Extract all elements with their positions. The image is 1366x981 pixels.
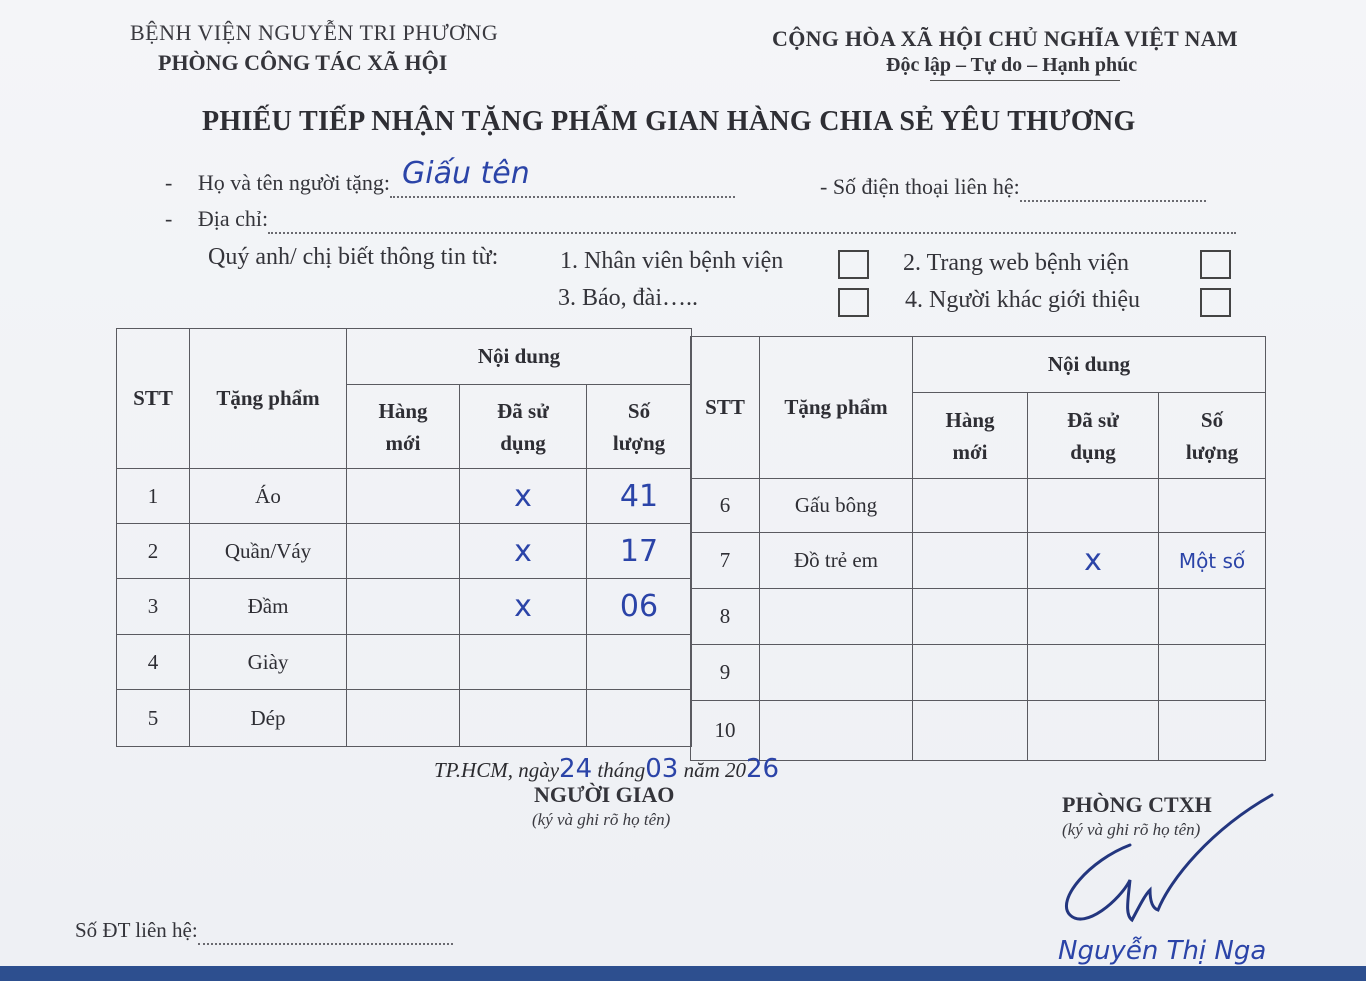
receiver-name: Nguyễn Thị Nga bbox=[1058, 936, 1267, 966]
row-new[interactable] bbox=[913, 701, 1028, 761]
date-month: 03 bbox=[645, 754, 679, 784]
row-used[interactable] bbox=[460, 690, 587, 747]
row-used[interactable] bbox=[1028, 589, 1159, 645]
row-item bbox=[760, 701, 913, 761]
row-stt: 3 bbox=[117, 579, 190, 635]
row-new[interactable] bbox=[347, 469, 460, 524]
row-used[interactable]: x bbox=[460, 469, 587, 524]
col-header-item: Tặng phẩm bbox=[760, 337, 913, 479]
row-qty[interactable] bbox=[1159, 645, 1266, 701]
donor-handwritten-value: Giấu tên bbox=[402, 156, 530, 191]
row-item: Đồ trẻ em bbox=[760, 533, 913, 589]
department-name: PHÒNG CÔNG TÁC XÃ HỘI bbox=[158, 50, 448, 75]
date-line bbox=[434, 754, 779, 784]
col-header-new-text: Hàng mới bbox=[378, 398, 428, 455]
option-press-label: 3. Báo, đài….. bbox=[558, 285, 698, 311]
table-row bbox=[691, 533, 1266, 589]
donor-field[interactable] bbox=[390, 156, 735, 198]
date-month-label: tháng bbox=[597, 758, 646, 782]
footer-phone-row bbox=[75, 918, 453, 945]
row-item: Áo bbox=[190, 469, 347, 524]
col-header-content: Nội dung bbox=[347, 329, 692, 385]
row-stt: 8 bbox=[691, 589, 760, 645]
col-header-qty bbox=[587, 385, 692, 469]
col-header-new bbox=[347, 385, 460, 469]
option-press-checkbox[interactable] bbox=[838, 288, 869, 317]
receiver-note: (ký và ghi rõ họ tên) bbox=[1062, 820, 1201, 839]
row-used[interactable]: x bbox=[460, 524, 587, 579]
address-field[interactable] bbox=[268, 206, 1236, 234]
giver-title: NGƯỜI GIAO bbox=[534, 782, 675, 807]
table-row bbox=[691, 589, 1266, 645]
row-stt: 9 bbox=[691, 645, 760, 701]
row-stt: 6 bbox=[691, 479, 760, 533]
phone-field[interactable] bbox=[1020, 174, 1206, 202]
row-stt: 1 bbox=[117, 469, 190, 524]
address-label: Địa chỉ: bbox=[197, 206, 269, 231]
row-qty[interactable] bbox=[587, 690, 692, 747]
table-row bbox=[117, 635, 692, 690]
row-new[interactable] bbox=[347, 524, 460, 579]
table-row bbox=[691, 479, 1266, 533]
option-referral-checkbox[interactable] bbox=[1200, 288, 1231, 317]
row-qty[interactable]: Một số bbox=[1159, 533, 1266, 589]
option-referral-label: 4. Người khác giới thiệu bbox=[905, 287, 1141, 313]
row-stt: 7 bbox=[691, 533, 760, 589]
date-year: 26 bbox=[746, 754, 780, 784]
table-row bbox=[117, 690, 692, 747]
bottom-edge bbox=[0, 966, 1366, 981]
col-header-content: Nội dung bbox=[913, 337, 1266, 393]
row-qty[interactable] bbox=[1159, 589, 1266, 645]
donation-table-left bbox=[116, 328, 692, 747]
col-header-new bbox=[913, 393, 1028, 479]
col-header-stt: STT bbox=[117, 329, 190, 469]
row-item bbox=[760, 589, 913, 645]
form-title: PHIẾU TIẾP NHẬN TẶNG PHẨM GIAN HÀNG CHIA SẺ YÊU THƯƠNG bbox=[202, 106, 1136, 137]
table-row bbox=[117, 469, 692, 524]
date-year-label: năm 20 bbox=[683, 758, 746, 782]
col-header-used-text: Đã sử dụng bbox=[497, 398, 549, 455]
hospital-name: BỆNH VIỆN NGUYỄN TRI PHƯƠNG bbox=[130, 20, 499, 45]
row-stt: 2 bbox=[117, 524, 190, 579]
donor-label: Họ và tên người tặng: bbox=[197, 170, 391, 195]
receiver-signature bbox=[1050, 790, 1290, 940]
row-new[interactable] bbox=[913, 533, 1028, 589]
col-header-new-text: Hàng mới bbox=[945, 407, 995, 464]
col-header-stt: STT bbox=[691, 337, 760, 479]
col-header-qty-text: Số lượng bbox=[1185, 407, 1239, 464]
table-row bbox=[691, 701, 1266, 761]
option-staff-checkbox[interactable] bbox=[838, 250, 869, 279]
row-used[interactable] bbox=[460, 635, 587, 690]
date-day: 24 bbox=[559, 754, 593, 784]
donor-row bbox=[165, 156, 735, 198]
row-item: Đầm bbox=[190, 579, 347, 635]
national-title: CỘNG HÒA XÃ HỘI CHỦ NGHĨA VIỆT NAM bbox=[772, 26, 1238, 51]
row-qty[interactable] bbox=[1159, 701, 1266, 761]
footer-phone-label: Số ĐT liên hệ: bbox=[75, 918, 198, 942]
row-stt: 5 bbox=[117, 690, 190, 747]
table-row bbox=[691, 645, 1266, 701]
row-new[interactable] bbox=[913, 645, 1028, 701]
row-new[interactable] bbox=[913, 479, 1028, 533]
bullet-dash: - bbox=[165, 206, 173, 231]
row-used[interactable] bbox=[1028, 645, 1159, 701]
row-stt: 10 bbox=[691, 701, 760, 761]
row-used[interactable] bbox=[1028, 701, 1159, 761]
address-row bbox=[165, 206, 1236, 234]
motto-underline bbox=[930, 80, 1120, 81]
table-row bbox=[117, 524, 692, 579]
row-new[interactable] bbox=[347, 579, 460, 635]
phone-label: - Số điện thoại liên hệ: bbox=[820, 174, 1020, 199]
row-used[interactable] bbox=[1028, 479, 1159, 533]
row-used[interactable]: x bbox=[1028, 533, 1159, 589]
row-item: Gấu bông bbox=[760, 479, 913, 533]
option-staff-label: 1. Nhân viên bệnh viện bbox=[560, 248, 784, 274]
row-item: Dép bbox=[190, 690, 347, 747]
giver-note: (ký và ghi rõ họ tên) bbox=[532, 810, 671, 829]
source-label: Quý anh/ chị biết thông tin từ: bbox=[208, 244, 499, 270]
phone-row bbox=[820, 174, 1206, 202]
national-motto: Độc lập – Tự do – Hạnh phúc bbox=[886, 54, 1138, 76]
row-item bbox=[760, 645, 913, 701]
row-stt: 4 bbox=[117, 635, 190, 690]
row-qty[interactable] bbox=[587, 635, 692, 690]
col-header-used-text: Đã sử dụng bbox=[1067, 407, 1119, 464]
table-row bbox=[117, 579, 692, 635]
option-website-checkbox[interactable] bbox=[1200, 250, 1231, 279]
row-item: Giày bbox=[190, 635, 347, 690]
row-new[interactable] bbox=[347, 690, 460, 747]
date-prefix: TP.HCM, ngày bbox=[434, 758, 560, 782]
row-qty[interactable] bbox=[1159, 479, 1266, 533]
col-header-qty bbox=[1159, 393, 1266, 479]
col-header-qty-text: Số lượng bbox=[612, 398, 666, 455]
col-header-item: Tặng phẩm bbox=[190, 329, 347, 469]
col-header-used bbox=[1028, 393, 1159, 479]
row-new[interactable] bbox=[913, 589, 1028, 645]
bullet-dash: - bbox=[165, 170, 173, 195]
col-header-used bbox=[460, 385, 587, 469]
row-used[interactable]: x bbox=[460, 579, 587, 635]
row-qty[interactable]: 17 bbox=[587, 524, 692, 579]
donation-table-right bbox=[690, 336, 1266, 761]
option-website-label: 2. Trang web bệnh viện bbox=[903, 250, 1129, 276]
row-new[interactable] bbox=[347, 635, 460, 690]
row-item: Quần/Váy bbox=[190, 524, 347, 579]
receiver-title: PHÒNG CTXH bbox=[1062, 792, 1212, 817]
row-qty[interactable]: 06 bbox=[587, 579, 692, 635]
footer-phone-field[interactable] bbox=[198, 918, 453, 945]
row-qty[interactable]: 41 bbox=[587, 469, 692, 524]
